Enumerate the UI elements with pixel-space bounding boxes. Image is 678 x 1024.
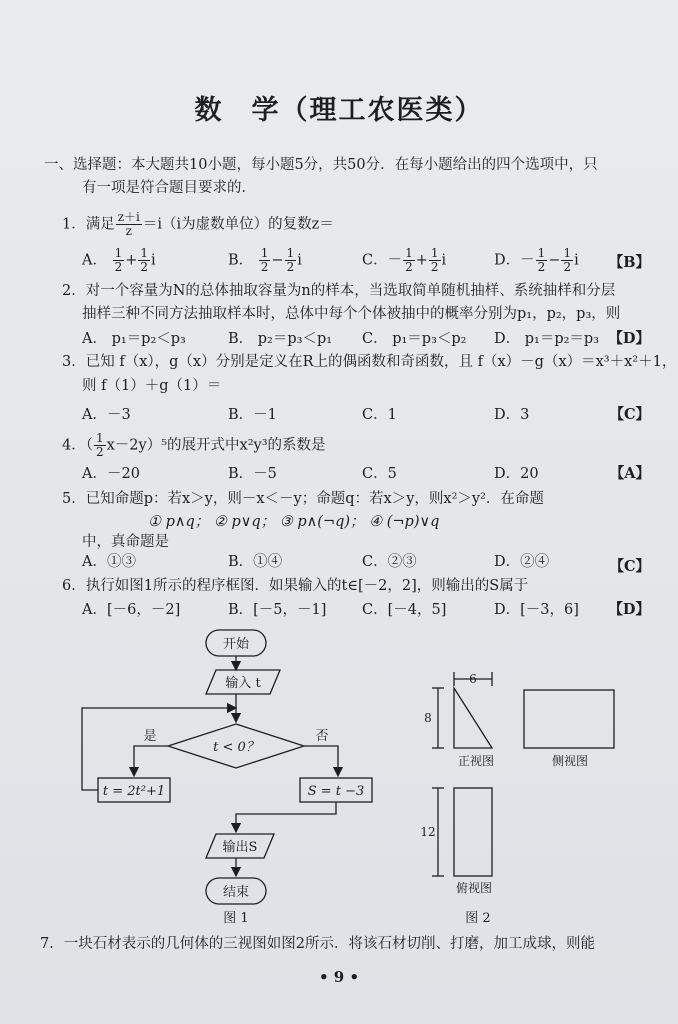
flow-yes-label: 是 — [143, 729, 157, 744]
q4-option-d: D．20 — [494, 466, 539, 482]
dim-depth-label: 12 — [420, 825, 436, 839]
page-number: • 9 • — [318, 968, 360, 986]
q5-option-d: D．②④ — [494, 554, 550, 570]
q1-fraction: $\frac{z+i}{z}$ — [117, 210, 140, 238]
side-view-label: 侧视图 — [551, 754, 589, 768]
q5-option-a: A．①③ — [82, 554, 136, 570]
q2-option-b: B． p₂＝p₃＜p₁ — [228, 331, 333, 347]
flow-output-label: 输出S — [222, 840, 258, 855]
q2-option-a: A． p₁＝p₂＜p₃ — [82, 331, 186, 347]
q6-option-a: A．[－6，－2] — [82, 602, 181, 618]
question-6-line1: 6．执行如图1所示的程序框图．如果输入的t∈[－2，2]，则输出的S属于 — [62, 578, 529, 594]
flow-input-label: 输入 t — [225, 676, 261, 691]
section-heading: 一、选择题：本大题共10小题，每小题5分，共50分．在每小题给出的四个选项中，只 — [44, 157, 598, 173]
q3-option-c: C．1 — [362, 407, 397, 423]
question-3-line1: 3．已知 f（x），g（x）分别是定义在R上的偶函数和奇函数，且 f（x）－g（x）＝x³＋x²＋1， — [62, 354, 677, 370]
front-view-label: 正视图 — [457, 754, 495, 768]
q3-option-a: A．－3 — [82, 407, 131, 423]
figure-2-caption: 图 2 — [465, 911, 491, 926]
page-title: 数 学（理工农医类） — [194, 95, 484, 126]
question-2-line1: 2．对一个容量为N的总体抽取容量为n的样本，当选取简单随机抽样、系统抽样和分层 — [62, 283, 616, 299]
figure-1-flowchart — [70, 620, 390, 930]
figure-1-caption: 图 1 — [223, 911, 249, 926]
section-heading-cont: 有一项是符合题目要求的． — [82, 180, 256, 196]
flow-box-left-label: t = 2t²+1 — [102, 784, 166, 799]
question-3-line2: 则 f（1）＋g（1）＝ — [82, 378, 222, 394]
flow-box-right-label: S = t −3 — [307, 784, 365, 799]
q4-answer: 【A】 — [609, 465, 650, 482]
q2-option-c: C． p₁＝p₃＜p₂ — [362, 331, 467, 347]
figure-2-three-views — [420, 664, 630, 930]
dim-height-label: 8 — [424, 711, 432, 725]
side-view-shape — [524, 690, 614, 748]
top-view-label: 俯视图 — [455, 881, 493, 895]
q4-fraction: $\frac{1}{2}$ — [95, 431, 104, 459]
question-1-stem: 1．满足 $\frac{z+i}{z}$ ＝i（i为虚数单位）的复数z＝ — [62, 210, 334, 238]
question-7-line1: 7．一块石材表示的几何体的三视图如图2所示．将该石材切削、打磨，加工成球，则能 — [40, 936, 595, 952]
front-view-shape — [454, 688, 492, 748]
question-5-line3: 中，真命题是 — [82, 534, 169, 550]
q2-answer: 【D】 — [608, 330, 650, 347]
flow-no-label: 否 — [315, 729, 329, 744]
q2-option-d: D． p₁＝p₂＝p₃ — [494, 331, 600, 347]
top-view-shape — [454, 788, 492, 876]
question-2-line2: 抽样三种不同方法抽取样本时，总体中每个个体被抽中的概率分别为p₁，p₂，p₃，则 — [82, 306, 621, 322]
q1-option-c: C．－ $\frac{1}{2}$ + $\frac{1}{2}$ i — [362, 246, 447, 274]
flow-end-label: 结束 — [222, 885, 250, 900]
q1-option-a: A． $\frac{1}{2}$ + $\frac{1}{2}$ i — [82, 246, 156, 274]
q1-option-b: B． $\frac{1}{2}$ − $\frac{1}{2}$ i — [228, 246, 302, 274]
q6-option-b: B．[－5，－1] — [228, 602, 327, 618]
flow-decision-label: t < 0？ — [213, 740, 259, 755]
question-5-line1: 5．已知命题p：若x＞y，则－x＜－y；命题q：若x＞y，则x²＞y²．在命题 — [62, 491, 544, 507]
q6-option-d: D．[－3，6] — [494, 602, 579, 618]
q3-answer: 【C】 — [609, 406, 650, 423]
q4-option-c: C．5 — [362, 466, 397, 482]
flow-start-label: 开始 — [222, 637, 250, 652]
q6-answer: 【D】 — [608, 601, 650, 618]
q4-option-b: B．－5 — [228, 466, 277, 482]
q5-answer: 【C】 — [609, 558, 650, 575]
q5-option-b: B．①④ — [228, 554, 283, 570]
q6-option-c: C．[－4，5] — [362, 602, 447, 618]
q5-option-c: C．②③ — [362, 554, 417, 570]
dim-width-label: 6 — [469, 672, 477, 686]
q3-option-b: B．－1 — [228, 407, 277, 423]
q1-option-d: D．－ $\frac{1}{2}$ − $\frac{1}{2}$ i — [494, 246, 579, 274]
question-5-propositions: ① p∧q； ② p∨q； ③ p∧(¬q)； ④ (¬p)∨q — [148, 514, 440, 530]
question-4-stem: 4．（ $\frac{1}{2}$ x－2y）⁵的展开式中x²y³的系数是 — [62, 431, 326, 459]
q1-answer: 【B】 — [608, 254, 650, 271]
q4-option-a: A．－20 — [82, 466, 140, 482]
q3-option-d: D．3 — [494, 407, 530, 423]
